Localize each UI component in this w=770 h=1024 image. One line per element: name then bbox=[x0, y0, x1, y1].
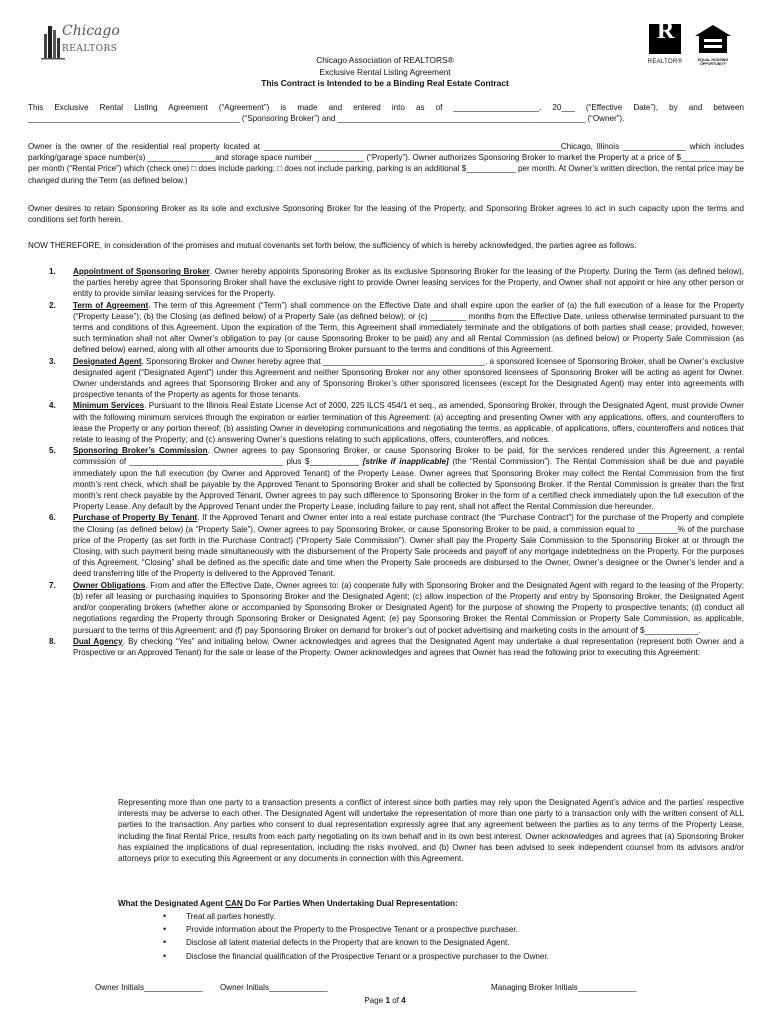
page-number: Page 1 of 4 bbox=[364, 996, 406, 1005]
section-number: 8. bbox=[49, 636, 56, 646]
intro-paragraph-now-therefore: NOW THEREFORE, in consideration of the promises and mutual covenants set forth below, the sufficiency of which is hereby acknowledged, the parties agree as follows: bbox=[28, 241, 637, 250]
section-body: . By checking “Yes” and initialing below, Owner acknowledges and agrees that the Designated Agent may undertake a dual representation (represent both Owner and a Prospective or an Approved Tenant) for the sale or lease of the Property. Owner acknowledges and agrees that Owner has read the following prior to executing this Agreement: bbox=[73, 636, 744, 657]
section-body: . The term of this Agreement (“Term”) shall commence on the Effective Date and shall expire upon the earlier of (a) the full execution of a lease for the Property (“Property Lease”); (b) the Closing (as defined below) of a Property Sale (as defined below); or (c) ________ months from the Effective Date, unless otherwise terminated pursuant to the terms and conditions of this Agreement. Upon the expiration of the Term, this Agreement shall immediately terminate and the obligations of both parties shall cease; provided, however, such termination shall not alter Owner’s obligation to pay (or cause Sponsoring Broker to be paid) any and all Rental Commission (as defined below) or Property Sale Commission (as defined below) earned, along with all other amounts due to Sponsoring Broker pursuant to the terms and conditions of this Agreement. bbox=[73, 300, 744, 355]
section-body: . From and after the Effective Date, Owner agrees to: (a) cooperate fully with Sponsoring Broker and the Designated Agent with regard to the leasing of the Property; (b) refer all leasing or purchasing inquiries to Sponsoring Broker and the Designated Agent; (c) allow inspection of the Property and entry by Sponsoring Broker, the Designated Agent and/or cooperating brokers (whether alone or accompanied by Sponsoring Broker or Designated Agent) for the purpose of showing the Property to prospective tenants; (d) conduct all negotiations regarding the Property through Sponsoring Broker or Designated Agent; (e) pay Sponsoring Broker the Rental Commission or Property Sale Commission, as applicable, pursuant to the terms of this Agreement; and (f) pay Sponsoring Broker on demand for broker’s out of pocket advertising and marketing costs in the amount of $____________. bbox=[73, 580, 744, 635]
section-heading: Term of Agreement bbox=[73, 300, 149, 310]
managing-broker-initials: Managing Broker Initials_____________ bbox=[491, 983, 637, 992]
owner-initials-1: Owner Initials_____________ bbox=[95, 983, 203, 992]
section-heading: Owner Obligations bbox=[73, 580, 146, 590]
section-number: 4. bbox=[49, 401, 56, 411]
section-heading: Appointment of Sponsoring Broker bbox=[73, 267, 210, 276]
section-item bbox=[28, 300, 744, 356]
list-item-text: Disclose all latent material defects in the Property that are known to the Designated Agent. bbox=[186, 938, 510, 948]
list-item bbox=[160, 937, 750, 950]
bullet-icon: • bbox=[163, 950, 167, 961]
section-heading: Purchase of Property By Tenant bbox=[73, 513, 198, 523]
section-number: 5. bbox=[49, 446, 56, 456]
section-body: . If the Approved Tenant and Owner enter into a real estate purchase contract (the “Purchase Contract”) for the purchase of the Property and complete the Closing (as defined below) (a “Property Sale”), Owner agrees to pay Sponsoring Broker, or cause Sponsoring Broker to be paid, a commission equal to _________% of the purchase price of the Property (as set forth in the Purchase Contract) (“Property Sale Commission”). Owner shall pay the Property Sale Commission to the Sponsoring Broker at or through the Closing, with such payment being made simultaneously with the disbursement of the Property Sale proceeds and payoff of any mortgage indebtedness on the Property. For the purposes of this Agreement, “Closing” shall be defined as the specific date and time when the Property Sale proceeds are disbursed to the Owner, Owner’s designee or the Owner’s lender and a deed transferring title of the Property is delivered to the Approved Tenant. bbox=[73, 513, 744, 579]
bullet-icon: • bbox=[163, 924, 167, 935]
list-item-text: Treat all parties honestly. bbox=[186, 912, 276, 921]
intro-paragraph-parties: This Exclusive Rental Listing Agreement (“Agreement”) is made and entered into as of ___________________, 20___ (“Effective Date”), by and between _______________________________________________ (“Sponsoring Broker”) and _______________________________________________________ (“Owner”). bbox=[28, 103, 744, 124]
section-item bbox=[28, 512, 744, 579]
section-number: 2. bbox=[49, 300, 56, 310]
section-number: 7. bbox=[49, 580, 56, 590]
realtor-caption: REALTOR® bbox=[647, 59, 683, 65]
equal-housing-caption: EQUAL HOUSING OPPORTUNITY bbox=[697, 58, 729, 67]
can-heading-can: CAN bbox=[225, 899, 243, 908]
property-text: Owner is the owner of the residential real property located at __________________________________________________________________Chicago, Illinois ______________ which includes parking/garage space number(s) _______________and storage space number ___________ (“Property”). Owner authorizes Sponsoring Broker to market the Property at a price of $______________ per month (“Rental Price”) which (check one) □ does include parking; □ does not include parking, parking is an additional $___________ per month. At Owner’s written direction, the rental price may be changed during the Term (as defined below.) bbox=[28, 142, 744, 185]
logo-word-text: REALTORS bbox=[62, 44, 118, 54]
can-do-heading bbox=[118, 898, 458, 909]
section-body: . Owner hereby appoints Sponsoring Broker as its exclusive Sponsoring Broker for the leasing of the Property. During the Term (as defined below), the parties hereby agree that Sponsoring Broker shall have the exclusive right to provide Owner leasing services for the Property, and Owner shall not appoint or hire any other person or entity to provide similar leasing services for the Property. bbox=[73, 267, 745, 299]
section-item bbox=[28, 356, 744, 401]
section-item bbox=[28, 580, 744, 636]
section-body: . Owner agrees to pay Sponsoring Broker, or cause Sponsoring Broker to be paid, for the services rendered under this Agreement, a rental commission of __________________________________ plus $___________ bbox=[73, 446, 745, 467]
section-body: . Pursuant to the Illinois Real Estate License Act of 2000, 225 ILCS 454/1 et seq., as amended, Sponsoring Broker, through the Designated Agent, must provide Owner with the following minimum services through the expiration or earlier termination of this Agreement: (a) accepting and presenting Owner with any applications, offers, and counteroffers to lease the Property or any portion thereof; (b) assisting Owner in developing communications and negotiating the terms, as applicable, of applications, offers, counteroffers and notices that relate to leasing of the Property; and (c) answering Owner’s questions relating to such applications, offers, counteroffers, and notices. bbox=[73, 401, 744, 445]
list-item bbox=[160, 951, 750, 964]
list-item-text: Provide information about the Property to the Prospective Tenant or a prospective purchaser. bbox=[186, 925, 518, 935]
dual-agency-paragraph: Representing more than one party to a transaction presents a conflict of interest since both parties may rely upon the Designated Agent’s advice and the parties’ respective interests may be adverse to each other. The Designated Agent will undertake the representation of more than one party to a transaction only with the written consent of ALL parties to the transaction. Any parties who consent to dual representation expressly agree that any agreement between the parties as to any terms of the Property Lease, including the final Rental Price, results from each party negotiating on its own behalf and in its own best interest. Owner acknowledges and agrees that (a) Sponsoring Broker has explained the implications of dual representation, including the risks involved, and (b) Owner has been advised to seek independent counsel from its advisors and/or attorneys prior to executing this Agreement or any documents in connection with this Agreement. bbox=[118, 798, 744, 864]
can-heading-pre: What the Designated Agent bbox=[118, 899, 226, 908]
section-heading: Minimum Services bbox=[73, 401, 145, 411]
section-item bbox=[28, 400, 744, 445]
section-number: 3. bbox=[49, 356, 56, 366]
section-body-cont: (the “Rental Commission”). The Rental Commission shall be due and payable immediately upon the full execution (by Owner and Approved Tenant) of the Property Lease. Owner agrees that Sponsoring Broker may collect the Rental Commission from the first month’s rent check, which shall be payable by the Approved Tenant to Sponsoring Broker and shall be collected by Sponsoring Broker. If the Rental Commission is greater than the first month’s rent check payable by the Approved Tenant, Owner agrees to pay such difference to Sponsoring Broker in the form of a certified check immediately upon the full execution of the Property Lease. Any default by the Approved Tenant under the Property Lease, including failure to pay rent, shall not affect the Rental Commission due hereunder. bbox=[73, 457, 744, 512]
section-heading: Dual Agency bbox=[73, 636, 123, 646]
section-item bbox=[28, 445, 744, 512]
list-item-text: Disclose the financial qualification of the Prospective Tenant or a prospective purchaser to the Owner. bbox=[186, 951, 549, 961]
section-item bbox=[28, 266, 744, 300]
association-title: Chicago Association of REALTORS® bbox=[316, 55, 454, 65]
section-heading: Sponsoring Broker’s Commission bbox=[73, 446, 208, 456]
list-item bbox=[160, 924, 750, 937]
realtor-r-icon: R bbox=[649, 24, 681, 54]
section-body: . Sponsoring Broker and Owner hereby agree that ____________________________________, a sponsored licensee of Sponsoring Broker, shall be Owner’s exclusive designated agent (“Designated Agent”) under this Agreement and neither Sponsoring Broker nor any other sponsored licensees of Sponsoring Broker will be acting as agent for Owner. Owner understands and agrees that Sponsoring Broker and any of Sponsoring Broker’s other sponsored licensees (except for the Designated Agent) may enter into agreements with prospective tenants of the Property as agents for those tenants. bbox=[73, 356, 744, 400]
can-heading-post: Do For Parties When Undertaking Dual Representation: bbox=[242, 899, 458, 908]
logo-script-text: Chicago bbox=[62, 23, 120, 39]
owner-initials-2: Owner Initials_____________ bbox=[220, 983, 328, 992]
section-number: 6. bbox=[49, 513, 56, 523]
bullet-icon: • bbox=[163, 911, 167, 921]
section-number: 1. bbox=[49, 267, 56, 276]
section-heading: Designated Agent bbox=[73, 356, 142, 366]
list-item bbox=[160, 911, 750, 924]
section-item bbox=[28, 636, 744, 658]
strike-note: [strike if inapplicable] bbox=[362, 457, 449, 467]
intro-paragraph-retain: Owner desires to retain Sponsoring Broker as its sole and exclusive Sponsoring Broker for the leasing of the Property, and Sponsoring Broker agrees to act in such capacity upon the terms and conditions set forth herein. bbox=[28, 204, 744, 225]
intro-paragraph-property bbox=[28, 141, 744, 186]
sections-list bbox=[28, 266, 744, 658]
equal-housing-icon bbox=[693, 24, 733, 54]
bullet-icon: • bbox=[163, 937, 167, 948]
can-do-list bbox=[160, 911, 750, 964]
agreement-title: Exclusive Rental Listing Agreement bbox=[319, 67, 451, 77]
binding-contract-title: This Contract is Intended to be a Binding Real Estate Contract bbox=[261, 78, 509, 88]
